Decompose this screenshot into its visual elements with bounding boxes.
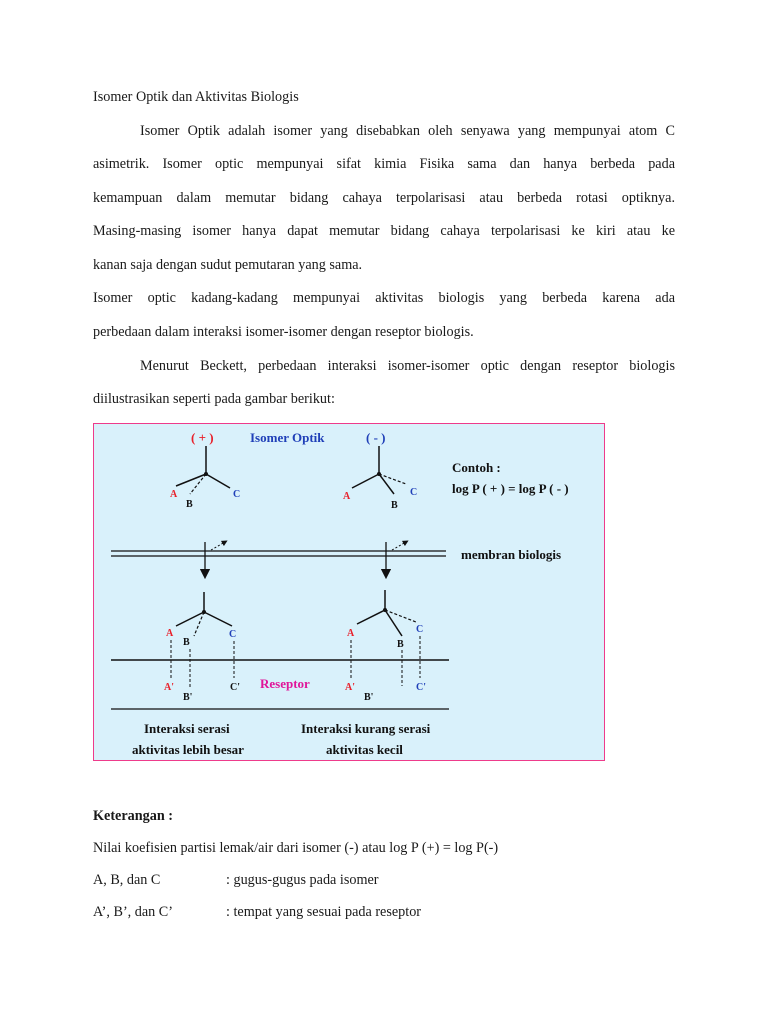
paragraph1-line: Masing-masing isomer hanya dapat memutar bidang cahaya terpolarisasi ke kiri atau ke xyxy=(93,223,675,239)
paragraph1-line: kanan saja dengan sudut pemutaran yang sama. xyxy=(93,257,363,273)
legend-value: : tempat yang sesuai pada reseptor xyxy=(226,904,422,920)
isomer-figure xyxy=(93,423,605,761)
group-a-label: A xyxy=(170,489,178,500)
paragraph2-line: Isomer optic kadang-kadang mempunyai aktivitas biologis yang berbeda karena ada xyxy=(93,290,675,306)
paragraph3-line: Menurut Beckett, perbedaan interaksi isomer-isomer optic dengan reseptor biologis xyxy=(140,358,675,374)
legend-value: : gugus-gugus pada isomer xyxy=(226,872,379,888)
right-bound-molecule xyxy=(357,590,416,636)
paragraph1-line: asimetrik. Isomer optic mempunyai sifat kimia Fisika sama dan hanya berbeda pada xyxy=(93,156,675,172)
group-c-label: C xyxy=(410,487,418,498)
paragraph1-line: kemampuan dalam memutar bidang cahaya terpolarisasi atau berbeda rotasi optiknya. xyxy=(93,190,675,206)
keterangan-title: Keterangan : xyxy=(93,808,173,824)
left-caption-line2: aktivitas lebih besar xyxy=(132,742,244,757)
left-bound-molecule xyxy=(176,592,232,636)
left-caption-line1: Interaksi serasi xyxy=(144,721,230,736)
dashed-arrow xyxy=(392,542,406,550)
isomer-diagram xyxy=(94,424,606,762)
site-a-label: A' xyxy=(345,682,355,693)
paragraph1-line: Isomer Optik adalah isomer yang disebabkan oleh senyawa yang mempunyai atom C xyxy=(140,123,675,139)
legend-key: A’, B’, dan C’ xyxy=(93,904,173,920)
site-b-label: B' xyxy=(364,692,374,703)
minus-isomer-molecule xyxy=(352,446,406,494)
paragraph2-line: perbedaan dalam interaksi isomer-isomer dengan reseptor biologis. xyxy=(93,324,474,340)
receptor-label: Reseptor xyxy=(260,676,310,691)
group-c-label: C xyxy=(416,624,424,635)
membrane xyxy=(111,551,446,556)
right-caption-line1: Interaksi kurang serasi xyxy=(301,721,431,736)
group-a-label: A xyxy=(347,628,355,639)
document-title: Isomer Optik dan Aktivitas Biologis xyxy=(93,89,299,105)
figure-title: Isomer Optik xyxy=(250,430,325,445)
group-a-label: A xyxy=(166,628,174,639)
plus-isomer-molecule xyxy=(176,446,230,494)
group-b-label: B xyxy=(183,637,190,648)
plus-isomer-label: ( + ) xyxy=(191,430,214,445)
right-caption-line2: aktivitas kecil xyxy=(326,742,403,757)
site-a-label: A' xyxy=(164,682,174,693)
group-c-label: C xyxy=(229,629,237,640)
site-b-label: B' xyxy=(183,692,193,703)
minus-isomer-label: ( - ) xyxy=(366,430,386,445)
group-b-label: B xyxy=(397,639,404,650)
group-a-label: A xyxy=(343,491,351,502)
legend-key: A, B, dan C xyxy=(93,872,161,888)
site-c-label: C' xyxy=(230,682,240,693)
keterangan-note: Nilai koefisien partisi lemak/air dari isomer (-) atau log P (+) = log P(-) xyxy=(93,840,499,856)
group-b-label: B xyxy=(391,500,398,511)
group-c-label: C xyxy=(233,489,241,500)
site-c-label: C' xyxy=(416,682,426,693)
group-b-label: B xyxy=(186,499,193,510)
logp-equation: log P ( + ) = log P ( - ) xyxy=(452,481,569,496)
contoh-label: Contoh : xyxy=(452,460,501,475)
membrane-label: membran biologis xyxy=(461,547,562,562)
paragraph3-line: diilustrasikan seperti pada gambar berikut: xyxy=(93,391,335,407)
dashed-arrow xyxy=(211,542,225,550)
